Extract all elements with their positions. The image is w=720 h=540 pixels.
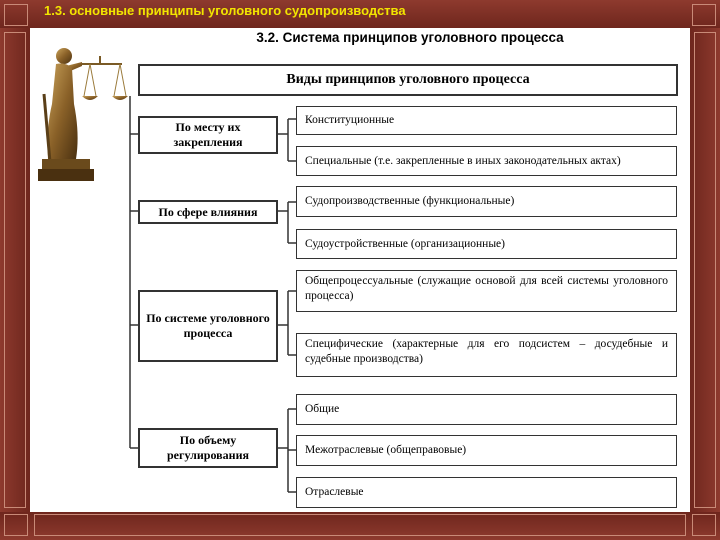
- frame-tile: [692, 4, 716, 26]
- item-common: Общие: [296, 394, 677, 425]
- item-general-procedural: Общепроцессуальные (служащие основой для всей системы уголовного процесса): [296, 270, 677, 312]
- item-special: Специальные (т.е. закрепленные в иных законодательных актах): [296, 146, 677, 176]
- item-judicial-functional: Судопроизводственные (функциональные): [296, 186, 677, 217]
- item-branch: Отраслевые: [296, 477, 677, 508]
- item-interbranch: Межотраслевые (общеправовые): [296, 435, 677, 466]
- item-constitutional: Конституционные: [296, 106, 677, 135]
- slide-title: 1.3. основные принципы уголовного судопроизводства: [44, 3, 406, 18]
- category-by-sphere: По сфере влияния: [138, 200, 278, 224]
- item-judicial-organizational: Судоустройственные (организационные): [296, 229, 677, 259]
- category-by-place: По месту их закрепления: [138, 116, 278, 154]
- principles-header-box: Виды принципов уголовного процесса: [138, 64, 678, 96]
- frame-tile: [4, 32, 26, 508]
- frame-tile: [34, 514, 686, 536]
- frame-tile: [4, 514, 28, 536]
- diagram-title: 3.2. Система принципов уголовного процесса: [256, 30, 564, 45]
- themis-statue-icon: [36, 34, 132, 186]
- category-by-system: По системе уголовного процесса: [138, 290, 278, 362]
- frame-tile: [694, 32, 716, 508]
- category-by-scope: По объему регулирования: [138, 428, 278, 468]
- frame-tile: [692, 514, 716, 536]
- item-specific: Специфические (характерные для его подсистем – досудебные и судебные производства): [296, 333, 677, 377]
- frame-tile: [4, 4, 28, 26]
